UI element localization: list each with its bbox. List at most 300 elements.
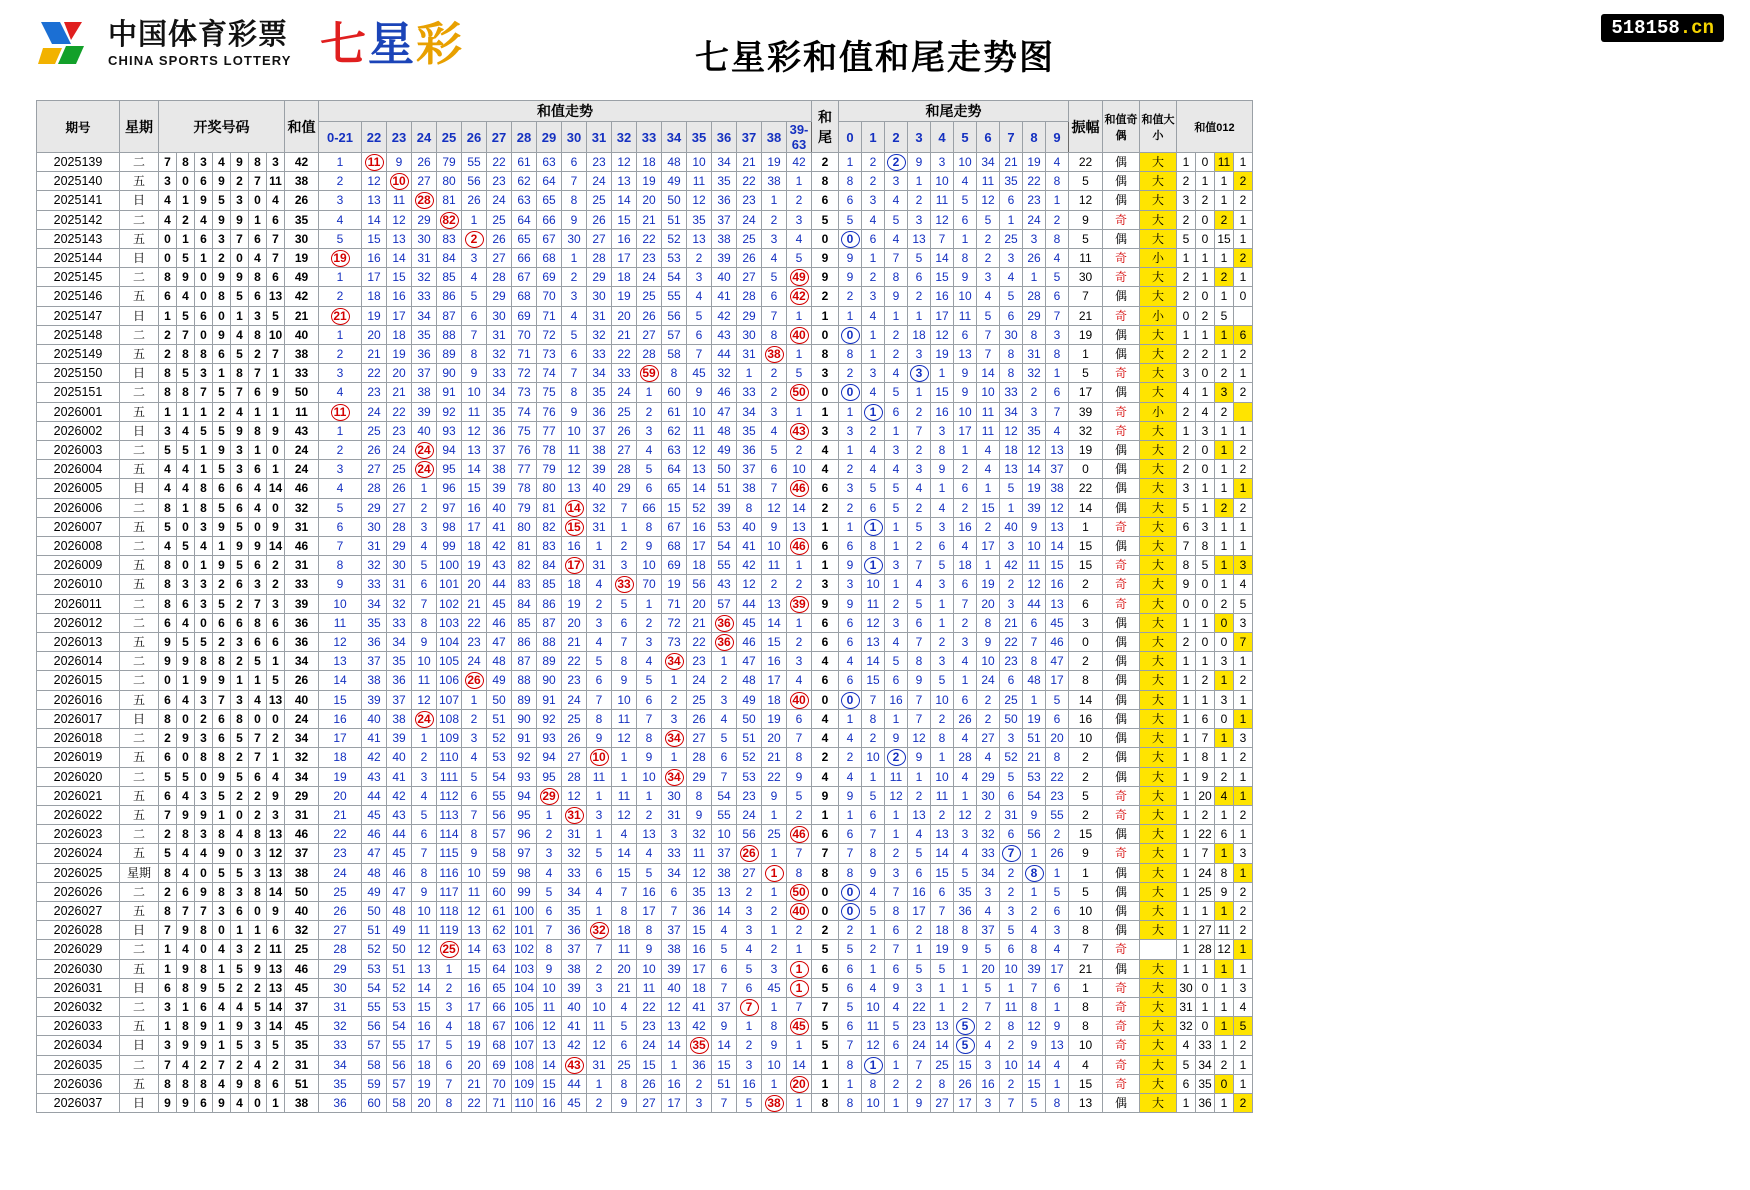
- cell-sum-trend-18: 49: [787, 268, 812, 287]
- cell-tail-trend-2: 2: [885, 345, 908, 364]
- cell-ball-7: 4: [267, 767, 285, 786]
- th-tail-trend-3: 3: [908, 122, 931, 153]
- cell-ball-3: 3: [195, 575, 213, 594]
- cell-sum-trend-14: 35: [687, 210, 712, 229]
- cell-amplitude: 39: [1069, 402, 1103, 421]
- cell-ball-7: 6: [267, 633, 285, 652]
- cell-amplitude: 5: [1069, 172, 1103, 191]
- cell-sum-trend-2: 37: [387, 690, 412, 709]
- table-row[interactable]: [37, 383, 1253, 402]
- table-row[interactable]: [37, 863, 1253, 882]
- table-row[interactable]: [37, 325, 1253, 344]
- cell-sum-trend-12: 2: [637, 805, 662, 824]
- table-row[interactable]: [37, 940, 1253, 959]
- cell-sum-012-3: 1: [1215, 479, 1234, 498]
- table-row[interactable]: [37, 805, 1253, 824]
- table-row[interactable]: [37, 364, 1253, 383]
- cell-tail-trend-5: 4: [954, 537, 977, 556]
- table-row[interactable]: [37, 1036, 1253, 1055]
- cell-amplitude: 15: [1069, 537, 1103, 556]
- cell-sum-trend-3: 26: [412, 153, 437, 172]
- cell-tail-trend-9: 4: [1046, 153, 1069, 172]
- table-row[interactable]: [37, 959, 1253, 978]
- table-row[interactable]: [37, 882, 1253, 901]
- table-row[interactable]: [37, 287, 1253, 306]
- cell-tail-trend-0: 6: [839, 613, 862, 632]
- cell-issue: 2026035: [37, 1055, 120, 1074]
- table-row[interactable]: [37, 748, 1253, 767]
- cell-sum-bigsmall: 大: [1140, 1036, 1177, 1055]
- cell-sum-trend-13: 61: [662, 402, 687, 421]
- table-row[interactable]: [37, 268, 1253, 287]
- cell-sum-012-3: 5: [1215, 306, 1234, 325]
- cell-sum-trend-4: 108: [437, 709, 462, 728]
- table-row[interactable]: [37, 978, 1253, 997]
- cell-sum-trend-13: 2: [662, 690, 687, 709]
- cell-tail-trend-3: 2: [908, 498, 931, 517]
- cell-ball-6: 3: [249, 863, 267, 882]
- cell-sum-012-1: 2: [1177, 172, 1196, 191]
- cell-sum-trend-1: 35: [362, 613, 387, 632]
- cell-ball-2: 4: [177, 287, 195, 306]
- cell-sum-trend-11: 7: [612, 633, 637, 652]
- cell-tail-trend-4: 12: [931, 325, 954, 344]
- cell-sum-trend-1: 51: [362, 921, 387, 940]
- cell-issue: 2025150: [37, 364, 120, 383]
- table-row[interactable]: [37, 498, 1253, 517]
- cell-sum-trend-9: 16: [562, 537, 587, 556]
- cell-ball-2: 1: [177, 191, 195, 210]
- cell-weekday: 二: [120, 498, 159, 517]
- cell-ball-2: 8: [177, 825, 195, 844]
- cell-ball-3: 6: [195, 229, 213, 248]
- cell-sum-trend-15: 5: [712, 729, 737, 748]
- cell-tail-trend-0: 0: [839, 383, 862, 402]
- cell-tail-trend-7: 35: [1000, 172, 1023, 191]
- cell-ball-3: 1: [195, 441, 213, 460]
- cell-sum-trend-12: 4: [637, 652, 662, 671]
- table-row[interactable]: [37, 249, 1253, 268]
- cell-issue: 2026014: [37, 652, 120, 671]
- table-row[interactable]: [37, 441, 1253, 460]
- table-row[interactable]: [37, 172, 1253, 191]
- cell-ball-1: 4: [159, 479, 177, 498]
- cell-tail-trend-2: 1: [885, 306, 908, 325]
- cell-weekday: 五: [120, 959, 159, 978]
- cell-ball-5: 5: [231, 767, 249, 786]
- cell-sum-trend-14: 36: [687, 901, 712, 920]
- cell-sum: 38: [285, 863, 319, 882]
- cell-sum-trend-16: 30: [737, 325, 762, 344]
- cell-sum-trend-0: 27: [319, 921, 362, 940]
- cell-sum-trend-4: 80: [437, 172, 462, 191]
- cell-sum-trend-3: 7: [412, 594, 437, 613]
- cell-sum-trend-14: 56: [687, 575, 712, 594]
- cell-ball-4: 4: [213, 153, 231, 172]
- cell-sum-trend-11: 2: [612, 537, 637, 556]
- cell-sum-trend-12: 66: [637, 498, 662, 517]
- cell-tail-trend-4: 3: [931, 153, 954, 172]
- table-row[interactable]: [37, 613, 1253, 632]
- table-row[interactable]: [37, 1055, 1253, 1074]
- cell-sum-trend-5: 21: [462, 594, 487, 613]
- cell-sum-trend-13: 34: [662, 652, 687, 671]
- table-row[interactable]: [37, 517, 1253, 536]
- cell-tail-trend-1: 8: [862, 844, 885, 863]
- cell-tail-trend-9: 45: [1046, 613, 1069, 632]
- cell-sum-trend-5: 26: [462, 671, 487, 690]
- cell-sum: 24: [285, 460, 319, 479]
- cell-tail-trend-6: 2: [977, 229, 1000, 248]
- cell-sum-trend-6: 62: [487, 921, 512, 940]
- cell-sum-trend-17: 1: [762, 844, 787, 863]
- cell-sum-oddeven: 偶: [1103, 479, 1140, 498]
- cell-tail-trend-8: 3: [1023, 229, 1046, 248]
- cell-sum-012-4: 1: [1234, 268, 1253, 287]
- cell-sum-trend-2: 9: [387, 153, 412, 172]
- cell-amplitude: 32: [1069, 421, 1103, 440]
- cell-sum: 38: [285, 172, 319, 191]
- cell-ball-3: 3: [195, 153, 213, 172]
- cell-tail-trend-3: 8: [908, 652, 931, 671]
- table-row[interactable]: [37, 844, 1253, 863]
- cell-tail-trend-6: 3: [977, 1055, 1000, 1074]
- table-row[interactable]: [37, 594, 1253, 613]
- cell-amplitude: 4: [1069, 1055, 1103, 1074]
- cell-tail-trend-9: 4: [1046, 1055, 1069, 1074]
- cell-sum-trend-6: 49: [487, 671, 512, 690]
- cell-sum-trend-16: 51: [737, 729, 762, 748]
- table-row[interactable]: [37, 537, 1253, 556]
- cell-tail-trend-2: 2: [885, 594, 908, 613]
- cell-sum-012-3: 0: [1215, 1074, 1234, 1093]
- cell-sum: 39: [285, 594, 319, 613]
- cell-sum: 21: [285, 306, 319, 325]
- cell-sum-trend-8: 11: [537, 997, 562, 1016]
- cell-sum-tail: 2: [812, 748, 839, 767]
- cell-sum-trend-10: 4: [587, 882, 612, 901]
- cell-sum-trend-13: 7: [662, 901, 687, 920]
- cell-sum-012-1: 6: [1177, 517, 1196, 536]
- cell-tail-trend-0: 0: [839, 229, 862, 248]
- cell-weekday: 五: [120, 556, 159, 575]
- table-row[interactable]: [37, 1017, 1253, 1036]
- cell-sum-trend-12: 13: [637, 825, 662, 844]
- cell-ball-7: 11: [267, 940, 285, 959]
- cell-amplitude: 15: [1069, 556, 1103, 575]
- cell-tail-trend-4: 7: [931, 229, 954, 248]
- cell-sum-012-3: 12: [1215, 940, 1234, 959]
- cell-sum-trend-11: 7: [612, 882, 637, 901]
- table-row[interactable]: [37, 556, 1253, 575]
- table-row[interactable]: [37, 345, 1253, 364]
- cell-sum-trend-12: 3: [637, 421, 662, 440]
- cell-tail-trend-0: 8: [839, 1093, 862, 1112]
- cell-ball-6: 8: [249, 882, 267, 901]
- cell-sum-trend-11: 1: [612, 748, 637, 767]
- cell-tail-trend-2: 7: [885, 940, 908, 959]
- cell-issue: 2025149: [37, 345, 120, 364]
- cell-issue: 2025142: [37, 210, 120, 229]
- cell-sum-trend-18: 1: [787, 1093, 812, 1112]
- cell-sum-trend-5: 4: [462, 268, 487, 287]
- cell-ball-5: 9: [231, 537, 249, 556]
- cell-weekday: 日: [120, 479, 159, 498]
- cell-sum-bigsmall: 大: [1140, 1093, 1177, 1112]
- cell-sum-trend-0: 9: [319, 575, 362, 594]
- cell-sum-trend-11: 18: [612, 921, 637, 940]
- cell-ball-2: 4: [177, 690, 195, 709]
- table-row[interactable]: [37, 709, 1253, 728]
- cell-tail-trend-6: 9: [977, 633, 1000, 652]
- cell-sum-012-3: 1: [1215, 1017, 1234, 1036]
- cell-ball-5: 5: [231, 345, 249, 364]
- cell-sum: 32: [285, 498, 319, 517]
- cell-sum-trend-4: 96: [437, 479, 462, 498]
- cell-sum-trend-0: 4: [319, 210, 362, 229]
- cell-sum-trend-15: 55: [712, 556, 737, 575]
- cell-tail-trend-1: 1: [862, 767, 885, 786]
- cell-sum-012-2: 0: [1196, 978, 1215, 997]
- cell-sum-trend-17: 2: [762, 940, 787, 959]
- table-row[interactable]: [37, 1093, 1253, 1112]
- cell-sum-oddeven: 奇: [1103, 1055, 1140, 1074]
- table-row[interactable]: [37, 690, 1253, 709]
- cell-ball-6: 8: [249, 268, 267, 287]
- cell-weekday: 五: [120, 345, 159, 364]
- cell-sum-trend-15: 37: [712, 210, 737, 229]
- cell-sum-012-4: 5: [1234, 594, 1253, 613]
- table-row[interactable]: [37, 1074, 1253, 1093]
- cell-tail-trend-5: 3: [954, 825, 977, 844]
- cell-sum-trend-0: 35: [319, 1074, 362, 1093]
- cell-sum-trend-11: 20: [612, 306, 637, 325]
- cell-sum-trend-17: 13: [762, 594, 787, 613]
- cell-sum-trend-1: 16: [362, 249, 387, 268]
- cell-sum-trend-12: 10: [637, 959, 662, 978]
- cell-sum-trend-6: 38: [487, 460, 512, 479]
- cell-sum-trend-8: 16: [537, 1093, 562, 1112]
- cell-sum-oddeven: 偶: [1103, 325, 1140, 344]
- cell-sum-trend-12: 1: [637, 383, 662, 402]
- cell-sum-trend-18: 46: [787, 479, 812, 498]
- cell-sum-trend-15: 2: [712, 671, 737, 690]
- table-row[interactable]: [37, 229, 1253, 248]
- cell-ball-7: 13: [267, 287, 285, 306]
- cell-ball-1: 5: [159, 441, 177, 460]
- cell-sum-trend-7: 79: [512, 498, 537, 517]
- cell-tail-trend-5: 2: [954, 997, 977, 1016]
- cell-sum-trend-6: 63: [487, 940, 512, 959]
- cell-sum-bigsmall: 大: [1140, 921, 1177, 940]
- cell-sum-trend-2: 21: [387, 383, 412, 402]
- cell-sum-trend-12: 5: [637, 863, 662, 882]
- cell-amplitude: 5: [1069, 229, 1103, 248]
- cell-tail-trend-3: 5: [908, 959, 931, 978]
- cell-sum-trend-12: 9: [637, 940, 662, 959]
- cell-tail-trend-3: 18: [908, 325, 931, 344]
- cell-sum-trend-6: 70: [487, 1074, 512, 1093]
- cell-issue: 2026010: [37, 575, 120, 594]
- cell-sum-trend-14: 20: [687, 594, 712, 613]
- cell-ball-6: 7: [249, 748, 267, 767]
- cell-sum-012-1: 1: [1177, 959, 1196, 978]
- cell-weekday: 日: [120, 978, 159, 997]
- cell-sum-trend-5: 16: [462, 498, 487, 517]
- cell-sum-trend-11: 6: [612, 1036, 637, 1055]
- cell-sum-trend-18: 43: [787, 421, 812, 440]
- cell-sum-trend-18: 8: [787, 863, 812, 882]
- cell-sum-trend-16: 5: [737, 959, 762, 978]
- cell-issue: 2026004: [37, 460, 120, 479]
- table-row[interactable]: [37, 460, 1253, 479]
- cell-ball-3: 3: [195, 729, 213, 748]
- cell-ball-3: 2: [195, 709, 213, 728]
- cell-sum: 26: [285, 671, 319, 690]
- cell-sum-trend-5: 7: [462, 805, 487, 824]
- cell-sum-trend-6: 45: [487, 594, 512, 613]
- th-tail-trend-8: 8: [1023, 122, 1046, 153]
- cell-sum-trend-9: 23: [562, 671, 587, 690]
- cell-ball-4: 7: [213, 1055, 231, 1074]
- cell-sum-012-2: 33: [1196, 1036, 1215, 1055]
- cell-tail-trend-1: 8: [862, 1074, 885, 1093]
- cell-sum-trend-2: 41: [387, 767, 412, 786]
- cell-ball-7: 13: [267, 978, 285, 997]
- cell-sum-trend-11: 22: [612, 345, 637, 364]
- cell-sum-trend-12: 11: [637, 978, 662, 997]
- cell-sum-012-2: 7: [1196, 844, 1215, 863]
- cell-sum-trend-18: 1: [787, 978, 812, 997]
- table-row[interactable]: [37, 479, 1253, 498]
- cell-weekday: 二: [120, 652, 159, 671]
- cell-sum-trend-1: 39: [362, 690, 387, 709]
- cell-sum-tail: 5: [812, 1036, 839, 1055]
- cell-tail-trend-9: 8: [1046, 345, 1069, 364]
- cell-tail-trend-8: 8: [1023, 940, 1046, 959]
- cell-sum-012-3: 2: [1215, 1055, 1234, 1074]
- cell-sum-012-4: 1: [1234, 517, 1253, 536]
- cell-sum-trend-4: 79: [437, 153, 462, 172]
- table-row[interactable]: [37, 633, 1253, 652]
- cell-sum-trend-6: 27: [487, 249, 512, 268]
- table-row[interactable]: [37, 901, 1253, 920]
- cell-sum-trend-10: 3: [587, 805, 612, 824]
- table-row[interactable]: [37, 153, 1253, 172]
- cell-sum-trend-8: 84: [537, 556, 562, 575]
- cell-sum-trend-12: 5: [637, 671, 662, 690]
- table-row[interactable]: [37, 575, 1253, 594]
- cell-sum-trend-9: 40: [562, 997, 587, 1016]
- cell-ball-6: 7: [249, 594, 267, 613]
- cell-tail-trend-4: 15: [931, 383, 954, 402]
- table-row[interactable]: [37, 825, 1253, 844]
- cell-ball-7: 1: [267, 652, 285, 671]
- cell-sum-012-1: 1: [1177, 921, 1196, 940]
- cell-tail-trend-8: 53: [1023, 767, 1046, 786]
- cell-ball-5: 9: [231, 421, 249, 440]
- cell-sum-trend-14: 6: [687, 325, 712, 344]
- table-row[interactable]: [37, 729, 1253, 748]
- cell-sum-trend-12: 23: [637, 249, 662, 268]
- cell-sum-trend-0: 15: [319, 690, 362, 709]
- table-row[interactable]: [37, 671, 1253, 690]
- cell-sum-bigsmall: 大: [1140, 997, 1177, 1016]
- cell-sum-trend-5: 19: [462, 556, 487, 575]
- table-row[interactable]: [37, 306, 1253, 325]
- cell-sum-012-1: 1: [1177, 863, 1196, 882]
- cell-tail-trend-3: 2: [908, 537, 931, 556]
- cell-tail-trend-9: 22: [1046, 767, 1069, 786]
- th-tail-trend-5: 5: [954, 122, 977, 153]
- cell-tail-trend-0: 9: [839, 268, 862, 287]
- table-row[interactable]: [37, 191, 1253, 210]
- cell-sum-012-4: 2: [1234, 805, 1253, 824]
- cell-amplitude: 14: [1069, 690, 1103, 709]
- cell-sum-trend-17: 25: [762, 825, 787, 844]
- cell-sum-trend-9: 45: [562, 1093, 587, 1112]
- cell-sum-trend-14: 11: [687, 421, 712, 440]
- table-row[interactable]: [37, 997, 1253, 1016]
- cell-sum-012-3: 8: [1215, 863, 1234, 882]
- cell-ball-7: 1: [267, 748, 285, 767]
- cell-sum-trend-9: 6: [562, 345, 587, 364]
- table-row[interactable]: [37, 921, 1253, 940]
- cell-weekday: 日: [120, 249, 159, 268]
- cell-issue: 2026022: [37, 805, 120, 824]
- cell-ball-4: 2: [213, 575, 231, 594]
- cell-ball-7: 9: [267, 517, 285, 536]
- cell-sum-trend-0: 29: [319, 959, 362, 978]
- cell-tail-trend-7: 2: [1000, 1074, 1023, 1093]
- cell-ball-4: 9: [213, 268, 231, 287]
- cell-sum-trend-14: 4: [687, 287, 712, 306]
- table-row[interactable]: [37, 652, 1253, 671]
- cell-sum-012-1: 32: [1177, 1017, 1196, 1036]
- cell-weekday: 五: [120, 786, 159, 805]
- cell-tail-trend-5: 28: [954, 748, 977, 767]
- cell-tail-trend-8: 3: [1023, 402, 1046, 421]
- cell-ball-4: 9: [213, 210, 231, 229]
- cell-ball-4: 9: [213, 671, 231, 690]
- cell-tail-trend-3: 5: [908, 249, 931, 268]
- cell-sum-bigsmall: 大: [1140, 517, 1177, 536]
- table-row[interactable]: [37, 210, 1253, 229]
- table-row[interactable]: [37, 767, 1253, 786]
- cell-sum-trend-7: 64: [512, 210, 537, 229]
- cell-sum-trend-1: 17: [362, 268, 387, 287]
- table-row[interactable]: [37, 786, 1253, 805]
- cell-sum-tail: 8: [812, 1093, 839, 1112]
- cell-amplitude: 7: [1069, 287, 1103, 306]
- cell-sum-trend-12: 18: [637, 153, 662, 172]
- cell-ball-1: 9: [159, 652, 177, 671]
- cell-sum-trend-8: 68: [537, 249, 562, 268]
- cell-ball-1: 5: [159, 767, 177, 786]
- cell-tail-trend-5: 35: [954, 882, 977, 901]
- cell-tail-trend-2: 2: [885, 844, 908, 863]
- cell-tail-trend-6: 1: [977, 479, 1000, 498]
- cell-tail-trend-1: 1: [862, 1055, 885, 1074]
- table-row[interactable]: [37, 402, 1253, 421]
- cell-sum-trend-7: 106: [512, 1017, 537, 1036]
- table-row[interactable]: [37, 421, 1253, 440]
- cell-sum-trend-13: 12: [662, 997, 687, 1016]
- cell-sum-trend-7: 75: [512, 421, 537, 440]
- cell-sum-012-1: 2: [1177, 460, 1196, 479]
- cell-sum-012-3: 15: [1215, 229, 1234, 248]
- cell-sum-trend-0: 8: [319, 556, 362, 575]
